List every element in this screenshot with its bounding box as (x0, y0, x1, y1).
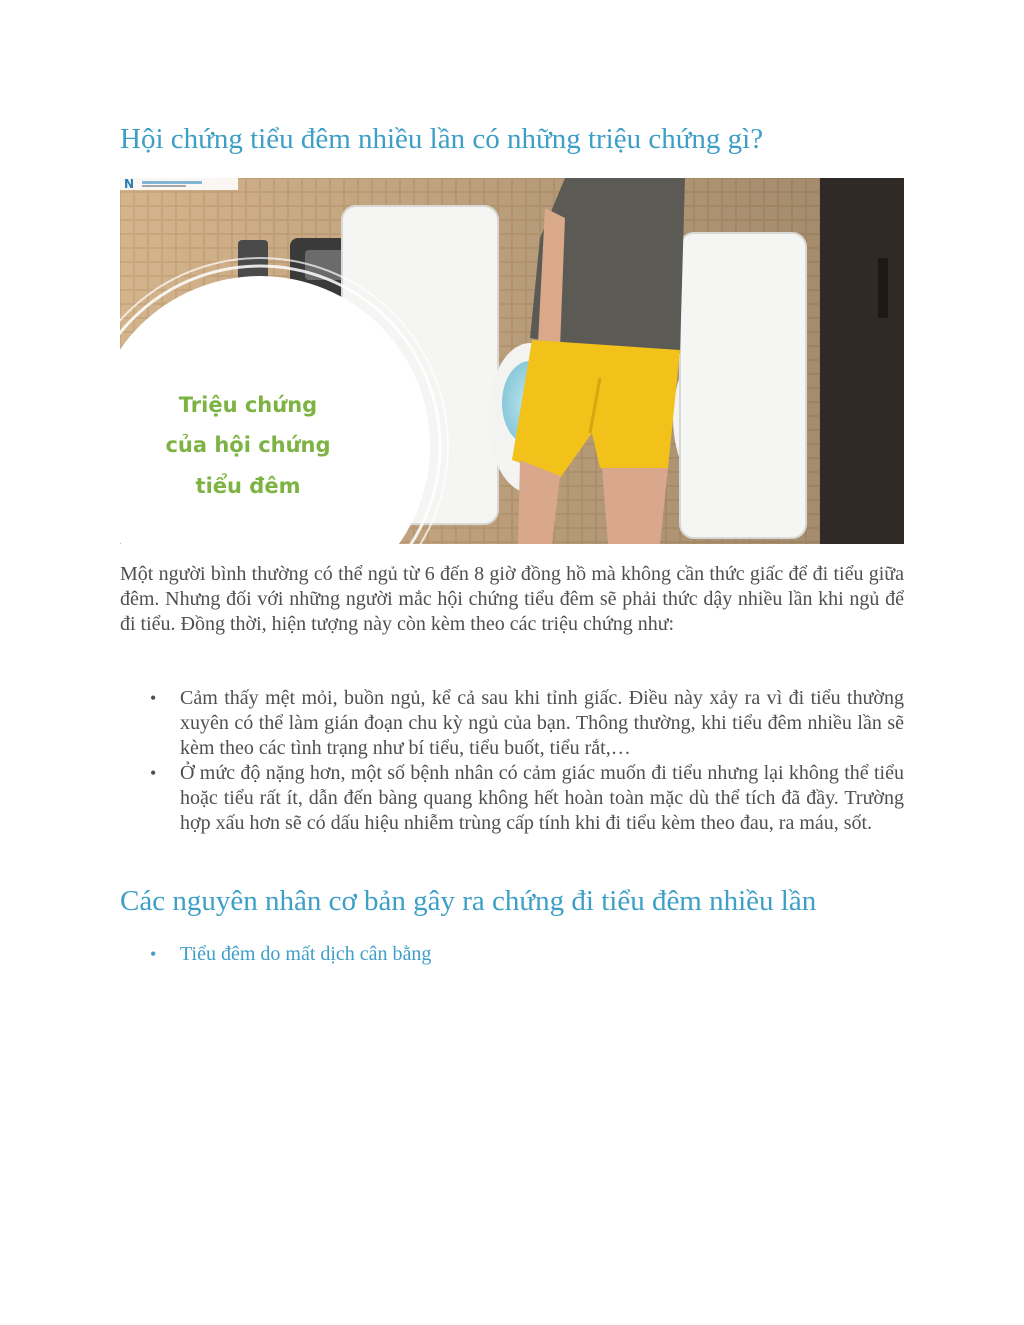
symptom-text: Ở mức độ nặng hơn, một số bệnh nhân có cảm giác muốn đi tiểu nhưng lại không thể tiểu hoặc tiểu rất ít, dẫn đến bàng quang không hết hoàn toàn mặc dù thể tích đã đầy. Trường hợp xấu hơn sẽ có dấu hiệu nhiễm trùng cấp tính khi đi tiểu kèm theo đau, ra máu, sốt. (180, 762, 904, 834)
page-title: Hội chứng tiểu đêm nhiều lần có những triệu chứng gì? (120, 123, 764, 155)
section-heading: Các nguyên nhân cơ bản gây ra chứng đi tiểu đêm nhiều lần (120, 885, 817, 917)
symptom-text: Cảm thấy mệt mỏi, buồn ngủ, kể cả sau khi tỉnh giấc. Điều này xảy ra vì đi tiểu thường xuyên có thể làm gián đoạn chu kỳ ngủ của bạn. Thông thường, khi tiểu đêm nhiều lần sẽ kèm theo các tình trạng như bí tiểu, tiểu buốt, tiểu rắt,… (180, 687, 904, 759)
logo-icon: N (124, 178, 135, 191)
intro-paragraph: Một người bình thường có thể ngủ từ 6 đến 8 giờ đồng hồ mà không cần thức giấc để đi tiểu giữa đêm. Nhưng đối với những người mắc hội chứng tiểu đêm sẽ phải thức dậy nhiều lần khi ngủ để đi tiểu. Đồng thời, hiện tượng này còn kèm theo các triệu chứng như: (120, 563, 904, 635)
cause-link[interactable]: Tiểu đêm do mất dịch cân bằng (180, 943, 432, 965)
bullet-icon: • (150, 944, 157, 964)
overlay-line-2: của hội chứng (165, 433, 331, 457)
urinal-photo (120, 178, 904, 544)
article-image (120, 178, 904, 544)
bullet-icon: • (150, 763, 157, 783)
bullet-icon: • (150, 688, 157, 708)
overlay-line-3: tiểu đêm (195, 474, 301, 498)
overlay-line-1: Triệu chứng (178, 393, 318, 417)
